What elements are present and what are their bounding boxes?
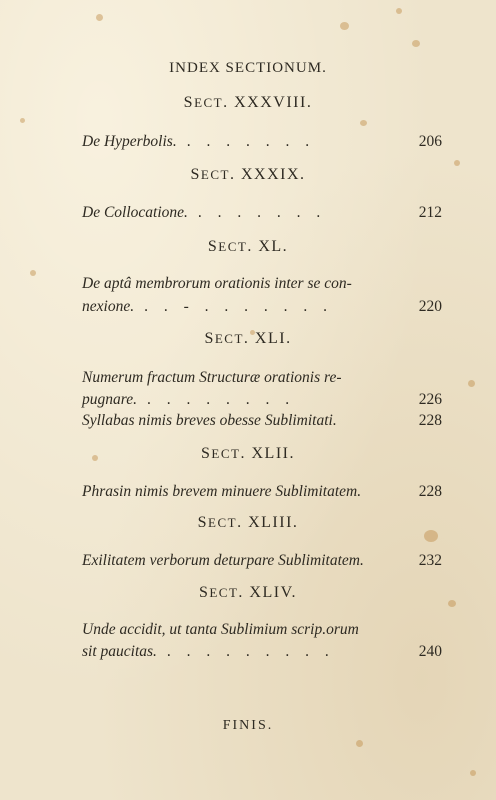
section-label-initial: S [204, 330, 215, 347]
page-title: INDEX SECTIONUM. [169, 60, 327, 76]
section-number: XL. [258, 238, 289, 255]
index-entry [82, 131, 442, 153]
entry-text: De Collocatione. [82, 204, 188, 221]
entry-leader-dots: . . - . . . . . . . [144, 298, 333, 315]
section-heading: SECT. XLII. [201, 445, 295, 462]
section-heading: SECT. XLIII. [197, 514, 299, 531]
section-label-rest: ECT [208, 515, 238, 530]
index-entry [82, 550, 442, 572]
section-label-rest: ECT [218, 239, 248, 254]
section-heading: SECT. XL. [207, 238, 289, 255]
entry-page-number: 232 [418, 552, 442, 569]
section-heading: SECT. XLIV. [198, 584, 298, 601]
section-number: XXXIX. [240, 166, 306, 183]
section-label-initial: S [183, 94, 195, 111]
index-entry [82, 410, 442, 432]
section-label-rest: ECT [211, 446, 241, 461]
entry-leader-dots: . . . . . . . [186, 133, 316, 150]
section-number: XLII. [251, 445, 295, 462]
section-heading: SECT. XXXIX. [190, 166, 306, 183]
section-label-initial: S [207, 238, 219, 255]
index-entry [82, 367, 442, 389]
section-number: XLIII. [248, 514, 299, 531]
entry-text: nexione. [82, 298, 135, 315]
entry-leader-dots: . . . . . . . . . [166, 643, 335, 660]
section-heading: SECT. XLI. [204, 330, 292, 347]
section-label-initial: S [190, 166, 201, 183]
finis-label: FINIS. [222, 718, 274, 733]
index-entry [82, 202, 442, 224]
entry-text: sit paucitas. [82, 643, 157, 660]
entry-text: De Hyperbolis. [82, 133, 177, 150]
entry-page-number: 240 [418, 643, 442, 660]
entry-text: De aptâ membrorum orationis inter se con- [82, 275, 352, 292]
entry-text: Exilitatem verborum deturpare Sublimitatem. [82, 552, 364, 569]
index-entry [82, 296, 442, 318]
section-number: XLI. [254, 330, 292, 347]
index-entry [82, 389, 442, 411]
section-label-rest: ECT [200, 167, 230, 182]
index-entry [82, 273, 442, 295]
section-number: XXXVIII. [234, 94, 313, 111]
entry-leader-dots: . . . . . . . [197, 204, 327, 221]
entry-text: Unde accidit, ut tanta Sublimium scrip.orum [82, 621, 359, 638]
index-entry [82, 481, 442, 503]
entry-leader-dots: . . . . . . . . [146, 391, 296, 408]
entry-page-number: 220 [418, 298, 442, 315]
entry-text: Phrasin nimis brevem minuere Sublimitatem. [82, 483, 362, 500]
section-label-rest: ECT [209, 585, 239, 600]
entry-text: Syllabas nimis breves obesse Sublimitati. [82, 412, 337, 429]
entry-page-number: 228 [418, 483, 442, 500]
entry-page-number: 228 [418, 412, 442, 429]
section-label-initial: S [197, 514, 209, 531]
entry-text: pugnare. [82, 391, 137, 408]
entry-page-number: 226 [418, 391, 442, 408]
index-entry [82, 641, 442, 663]
section-number: XLIV. [249, 584, 298, 601]
section-label-initial: S [201, 445, 212, 462]
index-entry [82, 619, 442, 641]
entry-page-number: 212 [418, 204, 442, 221]
section-heading: SECT. XXXVIII. [183, 94, 313, 111]
section-label-initial: S [198, 584, 210, 601]
section-label-rest: ECT [214, 331, 244, 346]
entry-page-number: 206 [418, 133, 442, 150]
entry-text: Numerum fractum Structuræ orationis re- [82, 369, 342, 386]
section-label-rest: ECT [194, 95, 224, 110]
